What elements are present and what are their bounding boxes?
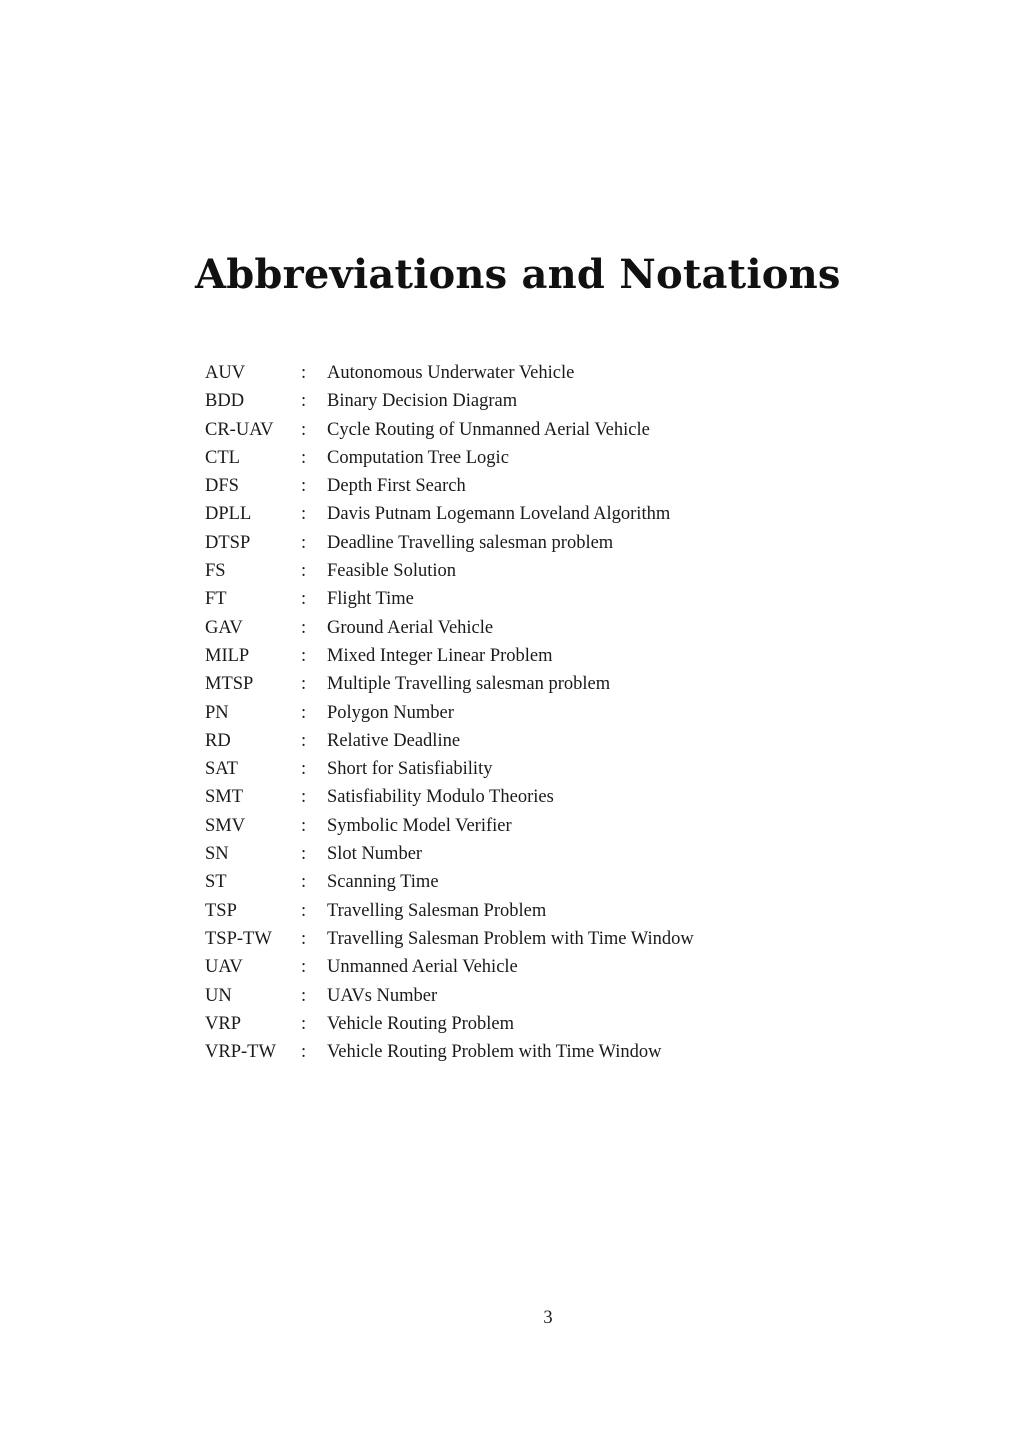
abbreviation-row [205,500,694,528]
abbreviation-term: VRP-TW [205,1042,276,1063]
page-title: Abbreviations and Notations [195,251,841,298]
abbreviation-term: MILP [205,645,250,666]
abbreviation-row [205,387,694,415]
abbreviation-term: DFS [205,476,239,497]
abbreviation-separator: : [301,532,307,553]
abbreviation-separator: : [301,1042,307,1063]
abbreviation-row [205,755,694,783]
abbreviation-separator: : [301,504,307,525]
abbreviation-definition: Flight Time [327,589,414,610]
abbreviation-definition: Binary Decision Diagram [327,391,518,412]
abbreviation-separator: : [301,815,307,836]
abbreviation-row [205,1038,694,1066]
abbreviation-term: ST [205,872,227,893]
abbreviation-separator: : [301,589,307,610]
abbreviation-term: FT [205,589,227,610]
abbreviation-term: SAT [205,759,238,780]
abbreviation-term: PN [205,702,229,723]
abbreviation-definition: Travelling Salesman Problem [327,900,547,921]
abbreviation-definition: Davis Putnam Logemann Loveland Algorithm [327,504,671,525]
abbreviation-separator: : [301,900,307,921]
abbreviation-separator: : [301,363,307,383]
abbreviation-row [205,472,694,500]
abbreviation-term: DPLL [205,504,252,525]
abbreviation-separator: : [301,872,307,893]
abbreviation-definition: Scanning Time [327,872,439,893]
abbreviation-row [205,812,694,840]
abbreviation-separator: : [301,1013,307,1034]
abbreviation-term: SN [205,844,229,865]
abbreviation-separator: : [301,702,307,723]
abbreviation-term: SMT [205,787,244,808]
abbreviation-term: TSP [205,900,237,921]
abbreviation-definition: Symbolic Model Verifier [327,815,512,836]
abbreviation-row [205,1010,694,1038]
abbreviation-separator: : [301,787,307,808]
abbreviation-row [205,982,694,1010]
abbreviation-term: DTSP [205,532,251,553]
abbreviation-row [205,868,694,896]
abbreviation-separator: : [301,476,307,497]
abbreviation-term: TSP-TW [205,928,272,949]
abbreviation-row [205,727,694,755]
abbreviation-term: UAV [205,957,243,978]
abbreviation-definition: Deadline Travelling salesman problem [327,532,614,553]
abbreviation-definition: Slot Number [327,844,423,865]
abbreviation-definition: Relative Deadline [327,730,461,751]
abbreviation-row [205,925,694,953]
abbreviation-separator: : [301,928,307,949]
abbreviation-row [205,529,694,557]
abbreviation-term: CTL [205,447,240,468]
abbreviation-definition: Computation Tree Logic [327,447,509,468]
abbreviation-separator: : [301,391,307,412]
abbreviation-definition: Short for Satisfiability [327,759,493,780]
page-number: 3 [543,1308,553,1328]
abbreviation-definition: Autonomous Underwater Vehicle [327,363,575,383]
abbreviation-row [205,416,694,444]
abbreviation-row [205,953,694,981]
abbreviation-separator: : [301,985,307,1006]
abbreviation-separator: : [301,447,307,468]
abbreviation-row [205,614,694,642]
abbreviation-row [205,359,694,387]
abbreviation-separator: : [301,759,307,780]
abbreviation-row [205,557,694,585]
abbreviation-definition: Satisfiability Modulo Theories [327,787,554,808]
abbreviation-separator: : [301,561,307,582]
abbreviation-definition: Vehicle Routing Problem [327,1013,515,1034]
abbreviation-term: RD [205,730,231,751]
abbreviation-separator: : [301,674,307,695]
abbreviation-definition: Ground Aerial Vehicle [327,617,494,638]
abbreviation-term: BDD [205,391,245,412]
abbreviation-definition: Mixed Integer Linear Problem [327,645,553,666]
abbreviation-definition: UAVs Number [327,985,438,1006]
abbreviation-separator: : [301,617,307,638]
abbreviation-separator: : [301,844,307,865]
abbreviation-row [205,642,694,670]
abbreviation-row [205,585,694,613]
abbreviation-term: SMV [205,815,246,836]
abbreviation-row [205,699,694,727]
abbreviation-term: CR-UAV [205,419,274,440]
abbreviation-row [205,840,694,868]
abbreviation-definition: Vehicle Routing Problem with Time Window [327,1042,662,1063]
abbreviation-definition: Unmanned Aerial Vehicle [327,957,518,978]
abbreviation-row [205,444,694,472]
abbreviation-definition: Multiple Travelling salesman problem [327,674,611,695]
abbreviation-term: MTSP [205,674,254,695]
abbreviation-separator: : [301,645,307,666]
abbreviation-definition: Depth First Search [327,476,466,497]
abbreviation-definition: Cycle Routing of Unmanned Aerial Vehicle [327,419,650,440]
abbreviation-list-body [205,359,694,1066]
abbreviation-list [205,359,694,1066]
abbreviation-separator: : [301,957,307,978]
abbreviation-separator: : [301,730,307,751]
abbreviation-definition: Travelling Salesman Problem with Time Window [327,928,694,949]
abbreviation-definition: Polygon Number [327,702,454,723]
abbreviation-separator: : [301,419,307,440]
abbreviation-term: GAV [205,617,243,638]
abbreviation-term: FS [205,561,226,582]
abbreviation-row [205,670,694,698]
abbreviation-definition: Feasible Solution [327,561,456,582]
abbreviation-row [205,783,694,811]
abbreviation-term: AUV [205,363,246,383]
abbreviation-term: UN [205,985,232,1006]
abbreviation-row [205,897,694,925]
abbreviation-term: VRP [205,1013,241,1034]
